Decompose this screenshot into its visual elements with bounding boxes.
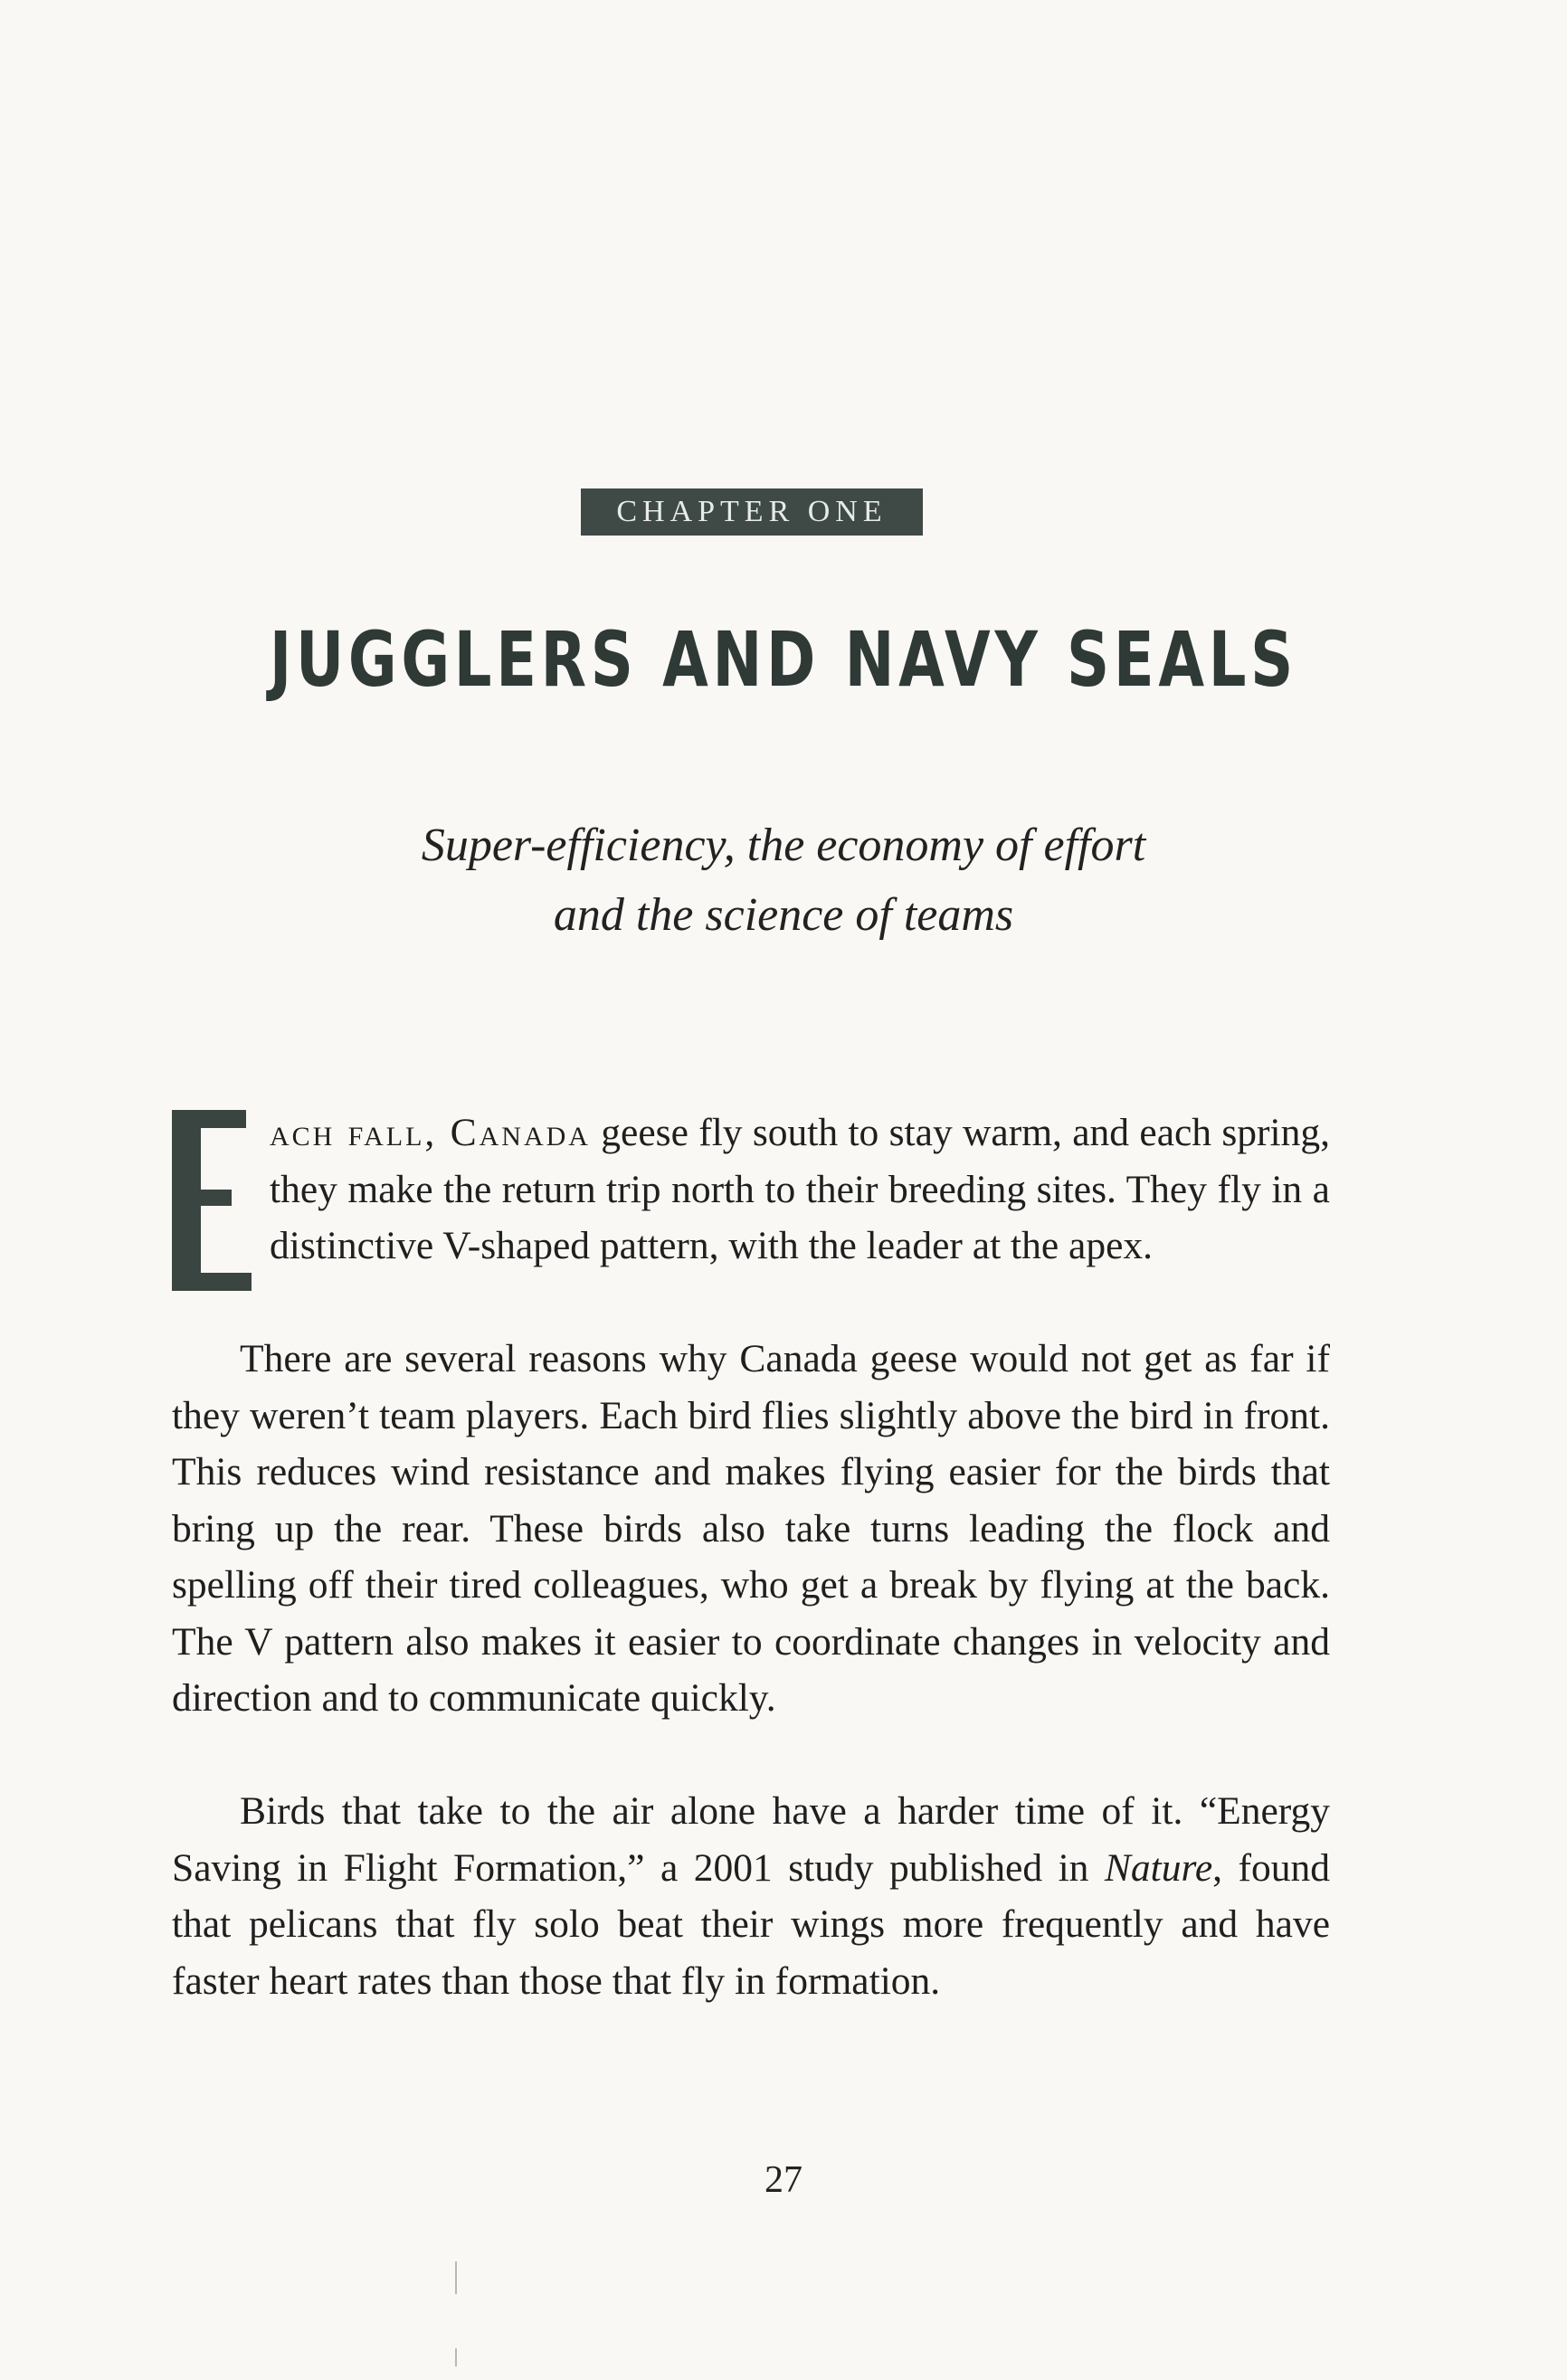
- paragraph-3-text-a: Birds that take to the air alone have a harder time of it. “Energy Saving in Flight Formation,” a 2001 study published in: [172, 1789, 1330, 1890]
- drop-cap-e-glyph: [172, 1110, 253, 1291]
- chapter-subtitle-line-2: and the science of teams: [553, 889, 1014, 941]
- paragraph-1: [172, 1105, 1330, 1291]
- paragraph-3-text-b: , found that pelicans that fly solo beat their wings more frequently and have faster heart rates than those that fly in formation.: [172, 1845, 1330, 2003]
- chapter-title: JUGGLERS AND NAVY SEALS: [269, 615, 1298, 704]
- paragraph-3: [172, 1783, 1330, 2009]
- opening-smallcaps: ach fall, Canada: [270, 1111, 591, 1154]
- paragraph-1-text: geese fly south to stay warm, and each spring, they make the return trip north to their breeding sites. They fly in a distinctive V-shaped pattern, with the leader at the apex.: [270, 1111, 1331, 1267]
- page-number: 27: [765, 2159, 802, 2201]
- paragraph-2: There are several reasons why Canada geese would not get as far if they weren’t team players. Each bird flies slightly above the bird in front. This reduces wind resistance and makes flying easier for the birds that bring up the rear. These birds also take turns leading the flock and spelling off their tired colleagues, who get a break by flying at the back. The V pattern also makes it easier to coordinate changes in velocity and direction and to communicate quickly.: [172, 1337, 1330, 1720]
- journal-title: Nature: [1104, 1845, 1213, 1890]
- scan-mark: [455, 2261, 457, 2294]
- chapter-label: CHAPTER ONE: [581, 488, 923, 536]
- scan-mark: [455, 2348, 457, 2366]
- chapter-subtitle-line-1: Super-efficiency, the economy of effort: [421, 820, 1146, 871]
- drop-cap: [172, 1110, 253, 1291]
